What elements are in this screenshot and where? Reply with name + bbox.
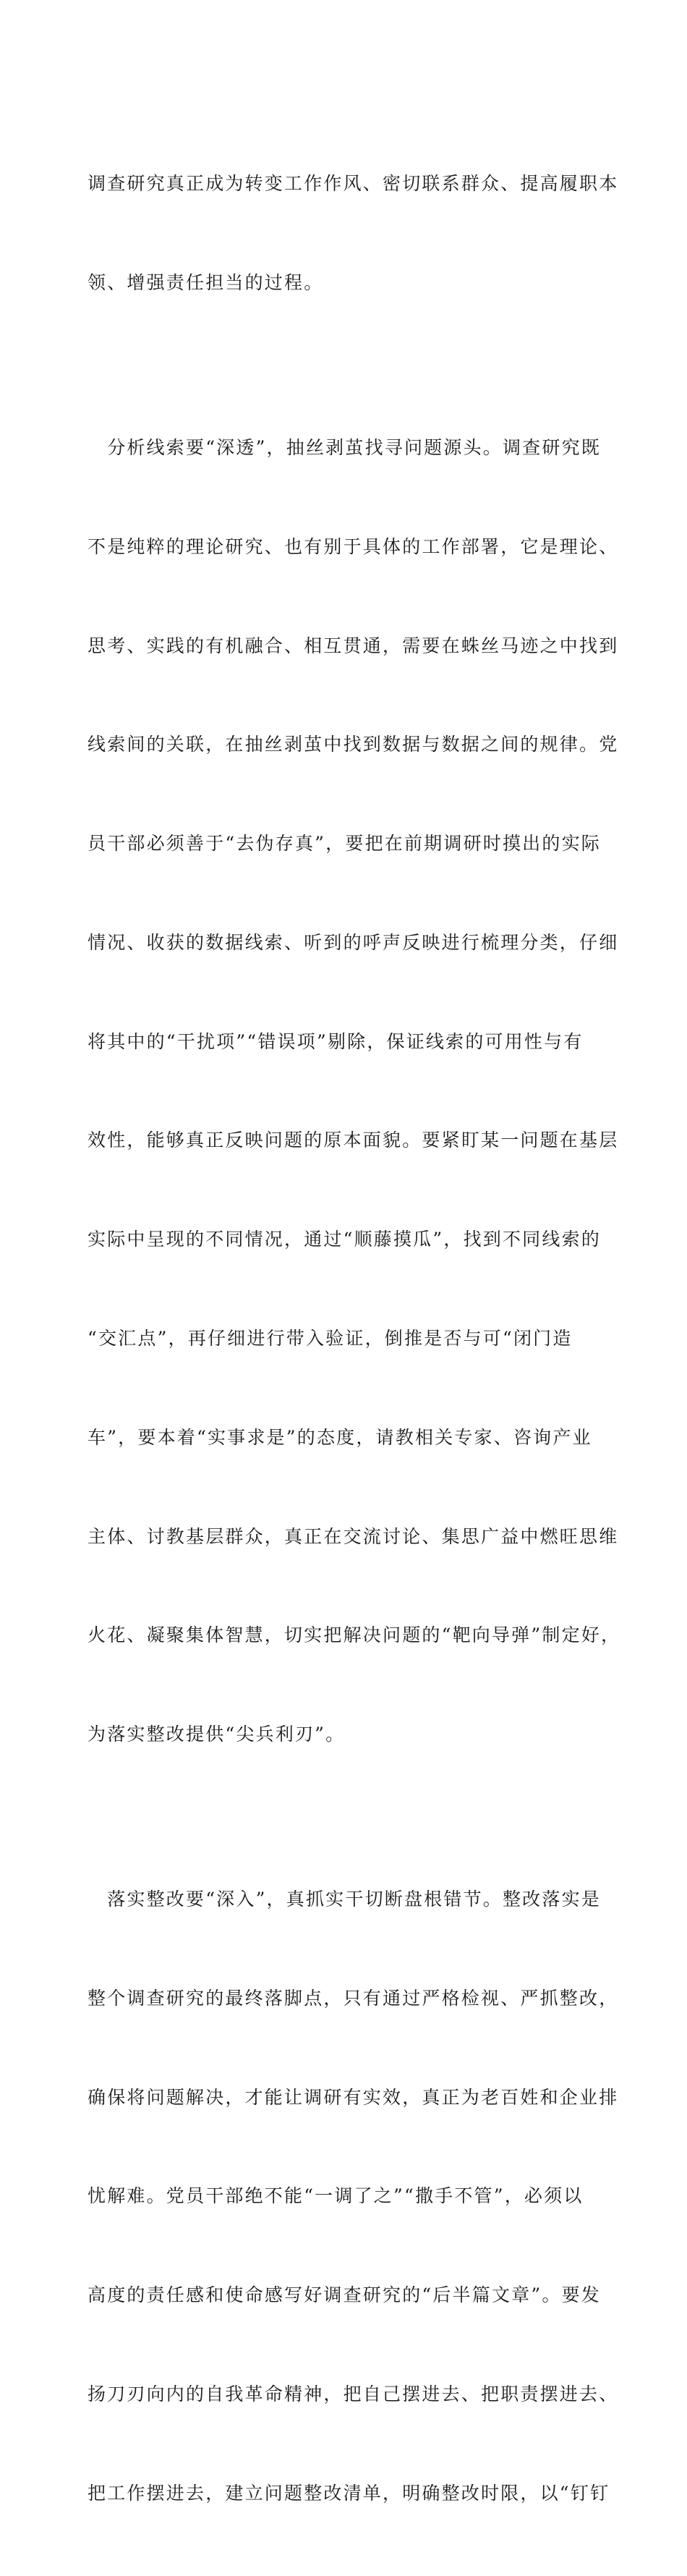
text-line: 线索间的关联，在抽丝剥茧中找到数据与数据之间的规律。党 [88, 734, 619, 755]
text-line: 调查研究真正成为转变工作作风、密切联系群众、提高履职本 [88, 173, 619, 195]
text-line: 整个调查研究的最终落脚点，只有通过严格检视、严抓整改， [88, 1987, 619, 2009]
text-line: 高度的责任感和使命感写好调查研究的“后半篇文章”。要发 [88, 2284, 601, 2306]
text-line: “交汇点”，再仔细进行带入验证，倒推是否与可“闭门造 [88, 1327, 573, 1349]
paragraph-3 [88, 1817, 619, 2576]
text-line: 分析线索要“深透”，抽丝剥茧找寻问题源头。调查研究既 [88, 436, 601, 458]
paragraph-2 [88, 365, 621, 1817]
text-line: 扬刀刃向内的自我革命精神，把自己摆进去、把职责摆进去、 [88, 2383, 619, 2405]
text-line: 忧解难。党员干部绝不能“一调了之”“撒手不管”，必须以 [88, 2185, 584, 2207]
text-line: 主体、讨教基层群众，真正在交流讨论、集思广益中燃旺思维 [88, 1525, 619, 1547]
text-line: 实际中呈现的不同情况，通过“顺藤摸瓜”，找到不同线索的 [88, 1229, 601, 1250]
text-line: 员干部必须善于“去伪存真”，要把在前期调研时摸出的实际 [88, 833, 601, 855]
text-line: 情况、收获的数据线索、听到的呼声反映进行梳理分类，仔细 [88, 931, 619, 953]
text-line: 思考、实践的有机融合、相互贯通，需要在蛛丝马迹之中找到 [88, 635, 619, 656]
text-line: 车”，要本着“实事求是”的态度，请教相关专家、咨询产业 [88, 1426, 592, 1448]
body-text [88, 101, 621, 2576]
text-line: 为落实整改提供“尖兵利刃”。 [88, 1724, 346, 1745]
text-line: 领、增强责任担当的过程。 [88, 271, 324, 293]
text-line: 落实整改要“深入”，真抓实干切断盘根错节。整改落实是 [88, 1889, 601, 1910]
text-line: 不是纯粹的理论研究、也有别于具体的工作部署，它是理论、 [88, 535, 619, 557]
text-line: 效性，能够真正反映问题的原本面貌。要紧盯某一问题在基层 [88, 1130, 619, 1151]
text-line: 确保将问题解决，才能让调研有实效，真正为老百姓和企业排 [88, 2086, 619, 2108]
text-line: 将其中的“干扰项”“错误项”剔除，保证线索的可用性与有 [88, 1030, 584, 1052]
text-line: 火花、凝聚集体智慧，切实把解决问题的“靶向导弹”制定好， [88, 1624, 621, 1646]
text-line: 把工作摆进去，建立问题整改清单，明确整改时限，以“钉钉 [88, 2482, 610, 2504]
paragraph-1 [88, 101, 619, 365]
